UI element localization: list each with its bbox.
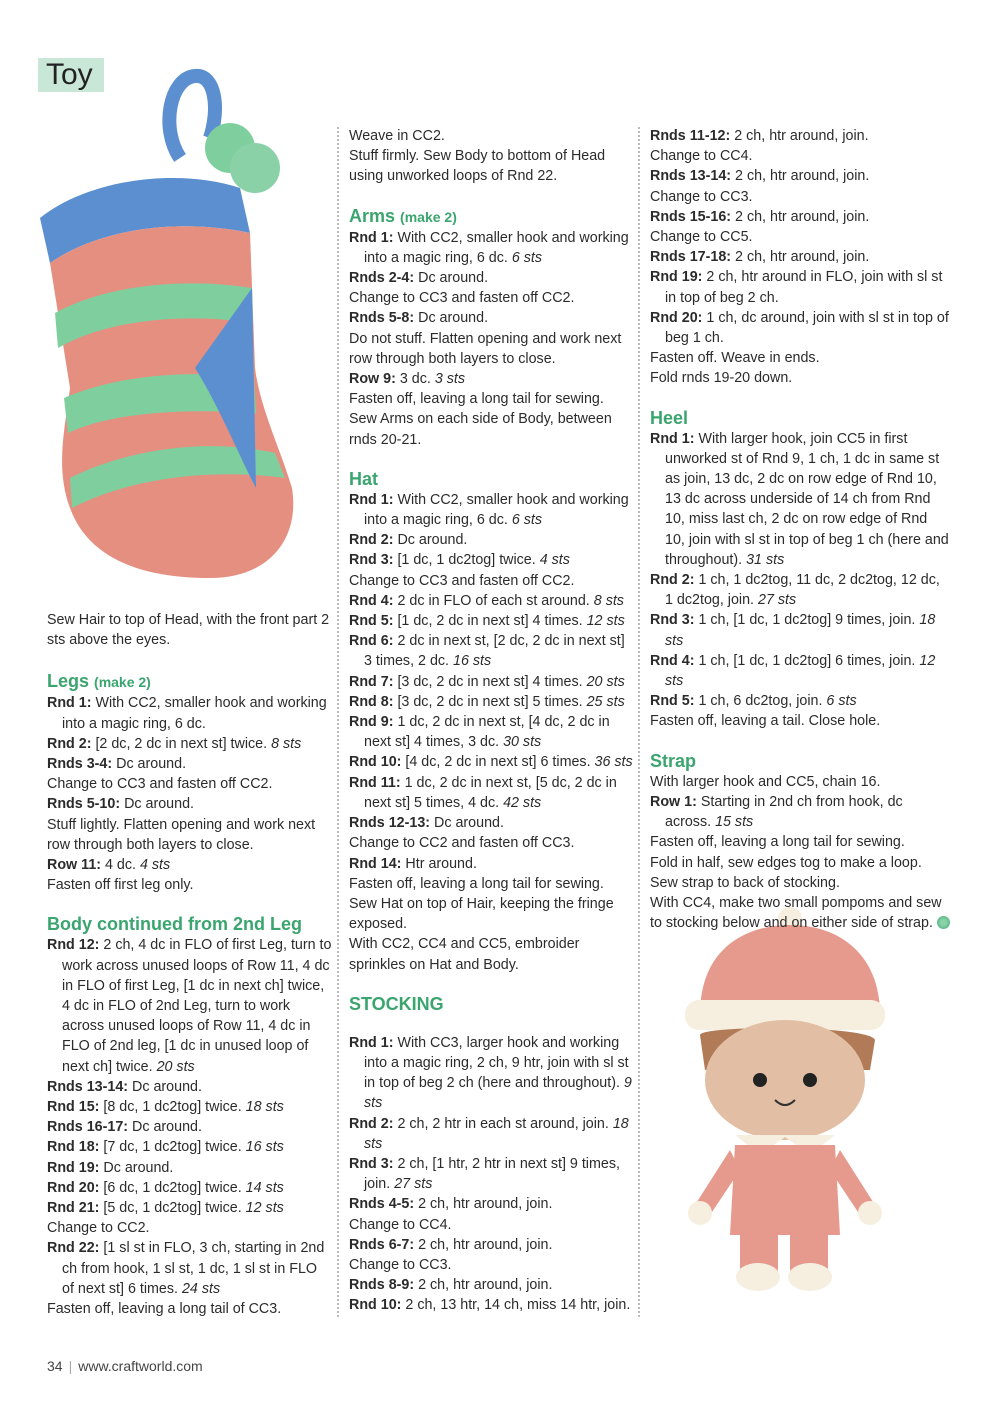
instruction-line (349, 409, 634, 449)
stitch-count: 3 sts (434, 371, 466, 388)
instruction-text: 1 ch, dc around, join with sl st in top of beg 1 ch. (665, 309, 949, 347)
instruction-line (47, 1238, 332, 1299)
stitch-count: 6 sts (826, 693, 857, 710)
instruction-label: Rnd 20: (47, 1179, 100, 1196)
arms-heading (349, 205, 634, 228)
column-1 (47, 610, 332, 1319)
instruction-text: Fasten off, leaving a long tail for sewing. (349, 391, 604, 408)
instruction-label: Rnds 2-4: (349, 270, 415, 287)
instruction-line (349, 1033, 634, 1114)
instruction-text: Fasten off first leg only. (47, 877, 194, 894)
instruction-line (650, 247, 950, 267)
instruction-line (47, 1299, 332, 1319)
stitch-count: 4 sts (139, 857, 171, 874)
instruction-line (349, 308, 634, 328)
hat-list (349, 490, 634, 975)
stitch-count: 27 sts (758, 592, 797, 609)
instruction-line (650, 187, 950, 207)
instruction-line (349, 1275, 634, 1295)
instruction-label: Row 1: (650, 793, 697, 810)
instruction-label: Rnd 22: (47, 1240, 100, 1257)
instruction-label: Rnd 12: (47, 937, 100, 954)
instruction-text: With CC3, larger hook and working into a magic ring, 2 ch, 9 htr, join with sl st in top of beg 2 ch (here and throughout). (364, 1034, 629, 1092)
stitch-count: 8 sts (593, 592, 624, 609)
instruction-text: Dc around. (414, 270, 489, 287)
instruction-line (47, 1178, 332, 1198)
stitch-count: 36 sts (594, 754, 633, 771)
instruction-line (650, 873, 950, 893)
instruction-line (650, 126, 950, 146)
instruction-label: Rnd 3: (349, 1155, 394, 1172)
instruction-label: Rnds 17-18: (650, 249, 732, 266)
instruction-text: Dc around. (393, 532, 468, 549)
heel-list (650, 429, 950, 732)
stitch-count: 27 sts (394, 1176, 433, 1193)
instruction-text: [6 dc, 1 dc2tog] twice. (99, 1179, 246, 1196)
instruction-text: 3 dc. (395, 371, 435, 388)
instruction-text: Do not stuff. Flatten opening and work next row through both layers to close. (349, 330, 622, 367)
instruction-label: Rnds 11-12: (650, 128, 731, 144)
column-divider-1 (337, 127, 339, 1317)
legs-list (47, 693, 332, 895)
instruction-text: With CC2, CC4 and CC5, embroider sprinkles on Hat and Body. (349, 936, 580, 973)
col3-intro-list (650, 126, 950, 389)
end-mark-icon (937, 916, 950, 929)
strap-heading: Strap (650, 750, 697, 771)
instruction-text: [1 sl st in FLO, 3 ch, starting in 2nd ch from hook, 1 sl st, 1 dc, 1 sl st in FLO of next st] 6 times. (62, 1240, 325, 1297)
instruction-text: Change to CC4. (349, 1216, 452, 1233)
stitch-count: 12 sts (245, 1200, 284, 1217)
instruction-text: 2 ch, 2 htr in each st around, join. (393, 1115, 613, 1132)
instruction-text: With CC2, smaller hook and working into a magic ring, 6 dc. (364, 229, 629, 266)
instruction-label: Rnd 5: (650, 693, 695, 710)
instruction-text: 1 ch, [1 dc, 1 dc2tog] 6 times, join. (694, 652, 920, 669)
instruction-label: Rnd 9: (349, 714, 394, 731)
instruction-line (650, 610, 950, 650)
instruction-text: Fasten off, leaving a long tail for sewing. (349, 875, 604, 892)
instruction-line (349, 146, 634, 186)
instruction-line (650, 368, 950, 388)
instruction-text: 1 dc, 2 dc in next st, [4 dc, 2 dc in next st] 4 times, 3 dc. (364, 714, 610, 751)
arms-sub: (make 2) (400, 208, 457, 225)
instruction-line (349, 571, 634, 591)
instruction-line (349, 773, 634, 813)
instruction-label: Rnds 3-4: (47, 756, 113, 773)
instruction-label: Rnds 5-8: (349, 310, 415, 327)
instruction-text: Dc around. (128, 1119, 202, 1136)
heel-heading: Heel (650, 407, 689, 428)
stitch-count: 12 sts (665, 652, 936, 690)
instruction-text: Change to CC3. (349, 1256, 452, 1273)
instruction-label: Rnd 1: (349, 229, 394, 246)
instruction-line (349, 268, 634, 288)
instruction-label: Rnd 3: (650, 612, 695, 629)
instruction-text: Change to CC3 and fasten off CC2. (349, 572, 575, 589)
instruction-text: Dc around. (128, 1078, 202, 1095)
instruction-line (650, 166, 950, 186)
instruction-text: 2 ch, htr around, join. (731, 249, 870, 266)
instruction-text: Change to CC3. (650, 188, 753, 205)
stitch-count: 24 sts (181, 1280, 221, 1297)
instruction-text: 1 ch, 6 dc2tog, join. (694, 693, 827, 710)
page-number: 34 (47, 1358, 63, 1374)
instruction-line (349, 833, 634, 853)
instruction-text: 1 ch, [1 dc, 1 dc2tog] 9 times, join. (694, 612, 920, 629)
instruction-text: Sew strap to back of stocking. (650, 874, 840, 891)
stitch-count: 8 sts (271, 735, 302, 752)
instruction-text: 2 ch, htr around, join. (414, 1196, 553, 1213)
instruction-text: [3 dc, 2 dc in next st] 5 times. (393, 693, 587, 710)
instruction-text: Fasten off, leaving a tail. Close hole. (650, 713, 881, 730)
instruction-label: Rnd 1: (650, 430, 695, 447)
instruction-text: With CC2, smaller hook and working into a magic ring, 6 dc. (364, 491, 629, 529)
instruction-line (47, 855, 332, 875)
instruction-label: Rnd 2: (349, 1115, 394, 1132)
instruction-line (349, 631, 634, 671)
instruction-label: Rnd 1: (47, 695, 92, 712)
instruction-label: Rnd 14: (349, 855, 402, 872)
instruction-text: Fasten off, leaving a long tail for sewing. (650, 834, 905, 851)
instruction-text: With larger hook, join CC5 in first unworked st of Rnd 9, 1 ch, 1 dc in same st as join, 13 dc, 2 dc on row edge of Rnd 10, 13 dc across underside of 14 ch from Rnd 10, miss last ch, 2 dc on row edge of Rnd 10, join with sl st in top of beg 1 ch (here and throughout). (665, 430, 949, 568)
instruction-text: [3 dc, 2 dc in next st] 4 times. (393, 673, 587, 690)
instruction-line (650, 691, 950, 711)
arms-title: Arms (349, 205, 396, 226)
instruction-text: Fold in half, sew edges tog to make a loop. (650, 854, 922, 871)
instruction-text: 2 ch, htr around, join. (731, 208, 870, 225)
instruction-text: 2 ch, htr around, join. (731, 168, 870, 185)
stitch-count: 6 sts (511, 512, 543, 529)
instruction-line (349, 1295, 634, 1315)
stitch-count: 30 sts (503, 734, 542, 751)
instruction-line (47, 1218, 332, 1238)
instruction-line (349, 228, 634, 268)
instruction-line (349, 369, 634, 389)
instruction-line (349, 1154, 634, 1194)
column-divider-2 (638, 127, 640, 1317)
instruction-line (47, 794, 332, 814)
instruction-line (47, 875, 332, 895)
instruction-label: Rnd 2: (47, 735, 92, 752)
instruction-text: Stuff lightly. Flatten opening and work next row through both layers to close. (47, 816, 316, 853)
instruction-line (349, 1235, 634, 1255)
col2-intro-list (349, 126, 634, 187)
stitch-count: 12 sts (586, 613, 625, 630)
stitch-count: 16 sts (245, 1139, 284, 1156)
instruction-label: Rnds 15-16: (650, 208, 732, 225)
instruction-text: Fasten off, leaving a long tail of CC3. (47, 1301, 282, 1318)
instruction-label: Rnd 6: (349, 633, 394, 650)
instruction-line (349, 874, 634, 894)
instruction-line (349, 1194, 634, 1214)
instruction-line (650, 308, 950, 348)
instruction-text: Change to CC4. (650, 148, 753, 165)
instruction-label: Rnd 2: (349, 532, 394, 549)
instruction-line (349, 1215, 634, 1235)
legs-sub: (make 2) (94, 674, 151, 691)
instruction-text: Htr around. (401, 855, 477, 872)
stitch-count: 4 sts (539, 552, 570, 569)
instruction-label: Rnds 8-9: (349, 1277, 415, 1294)
instruction-text: Fold rnds 19-20 down. (650, 370, 793, 387)
instruction-line (349, 591, 634, 611)
arms-list (349, 228, 634, 450)
instruction-line (349, 389, 634, 409)
instruction-label: Rnd 10: (349, 1297, 402, 1314)
strap-list (650, 772, 950, 934)
stitch-count: 18 sts (364, 1115, 629, 1152)
instruction-text: 1 dc, 2 dc in next st, [5 dc, 2 dc in next st] 5 times, 4 dc. (364, 774, 617, 811)
instruction-label: Rnd 10: (349, 754, 402, 771)
instruction-line (349, 126, 634, 146)
instruction-text: 2 ch, htr around, join. (414, 1236, 553, 1253)
instruction-text: 2 ch, [1 htr, 2 htr in next st] 9 times, join. (364, 1155, 620, 1193)
instruction-line (650, 570, 950, 610)
instruction-text: With CC4, make two small pompoms and sew to stocking below and on either side of strap. (650, 894, 942, 932)
instruction-text: 2 dc in FLO of each st around. (393, 592, 594, 609)
body-list (47, 935, 332, 1319)
instruction-label: Rnd 3: (349, 552, 394, 569)
instruction-label: Rnd 1: (349, 491, 394, 508)
instruction-label: Row 9: (349, 371, 396, 388)
instruction-line (47, 774, 332, 794)
instruction-text: Change to CC2 and fasten off CC3. (349, 835, 575, 852)
instruction-text: Starting in 2nd ch from hook, dc across. (665, 793, 903, 831)
instruction-text: With larger hook and CC5, chain 16. (650, 773, 881, 790)
instruction-text: [2 dc, 2 dc in next st] twice. (91, 735, 272, 752)
instruction-text: Change to CC5. (650, 229, 753, 246)
stitch-count: 18 sts (665, 612, 936, 649)
stitch-count: 6 sts (511, 249, 543, 266)
instruction-text: Fasten off. Weave in ends. (650, 350, 820, 367)
instruction-line (349, 692, 634, 712)
instruction-text: [5 dc, 1 dc2tog] twice. (99, 1200, 246, 1217)
instruction-text: 2 ch, 4 dc in FLO of first Leg, turn to work across unused loops of Row 11, 4 dc in FLO of first Leg, [1 dc in next ch] twice, 4 dc in FLO of 2nd Leg, turn to work across unused loops of Row 11, 4 dc in FLO of 2nd leg, [1 dc in unused loop of next ch] twice. (62, 937, 332, 1075)
instruction-label: Rnd 4: (650, 652, 695, 669)
instruction-line (650, 651, 950, 691)
legs-heading (47, 670, 332, 693)
instruction-label: Rnds 16-17: (47, 1119, 129, 1136)
instruction-label: Rnd 15: (47, 1099, 100, 1116)
instruction-line (349, 854, 634, 874)
instruction-text: [1 dc, 1 dc2tog] twice. (393, 552, 540, 569)
stitch-count: 25 sts (586, 693, 625, 710)
instruction-line (47, 734, 332, 754)
instruction-line (349, 1255, 634, 1275)
instruction-line (650, 227, 950, 247)
instruction-line (349, 329, 634, 369)
instruction-line (47, 1158, 332, 1178)
instruction-line (650, 267, 950, 307)
instruction-line (47, 1077, 332, 1097)
instruction-line (650, 146, 950, 166)
instruction-line (349, 611, 634, 631)
stitch-count: 20 sts (156, 1058, 195, 1075)
instruction-label: Rnds 6-7: (349, 1236, 415, 1253)
instruction-line (47, 693, 332, 733)
stitch-count: 15 sts (715, 814, 754, 831)
instruction-line (349, 288, 634, 308)
column-2 (349, 126, 634, 1316)
instruction-line (349, 712, 634, 752)
section-tag-label: Toy (46, 58, 93, 91)
instruction-label: Rnd 2: (650, 572, 695, 589)
stitch-count: 16 sts (453, 653, 492, 670)
instruction-text: 2 ch, htr around in FLO, join with sl st in top of beg 2 ch. (665, 269, 943, 306)
instruction-text: 2 ch, htr around, join. (414, 1277, 553, 1294)
instruction-line (47, 1117, 332, 1137)
stocking-heading: STOCKING (349, 993, 444, 1014)
instruction-line (650, 832, 950, 852)
instruction-text: Dc around. (414, 310, 489, 327)
instruction-text: [8 dc, 1 dc2tog] twice. (99, 1099, 246, 1116)
instruction-text: Sew Arms on each side of Body, between rnds 20-21. (349, 411, 612, 448)
instruction-text: Dc around. (112, 756, 187, 773)
instruction-label: Rnd 20: (650, 309, 703, 326)
instruction-line (650, 893, 950, 933)
instruction-line (349, 1114, 634, 1154)
instruction-text: Stuff firmly. Sew Body to bottom of Head using unworked loops of Rnd 22. (349, 148, 606, 185)
page-footer: 34 | www.craftworld.com (47, 1358, 203, 1374)
instruction-text: 2 dc in next st, [2 dc, 2 dc in next st] 3 times, 2 dc. (364, 633, 625, 670)
instruction-label: Rnd 4: (349, 592, 394, 609)
instruction-label: Row 11: (47, 857, 102, 874)
instruction-text: Change to CC2. (47, 1220, 150, 1237)
instruction-label: Rnd 11: (349, 774, 401, 791)
instruction-line (650, 348, 950, 368)
instruction-label: Rnd 1: (349, 1034, 394, 1051)
instruction-line (650, 711, 950, 731)
instruction-text: Dc around. (430, 815, 504, 832)
instruction-label: Rnd 19: (650, 269, 703, 286)
instruction-line (349, 894, 634, 934)
stitch-count: 9 sts (364, 1075, 632, 1112)
instruction-text: Dc around. (99, 1159, 174, 1176)
instruction-text: 2 ch, htr around, join. (730, 128, 869, 144)
instruction-text: Weave in CC2. (349, 128, 445, 144)
instruction-text: Change to CC3 and fasten off CC2. (349, 290, 575, 307)
stitch-count: 20 sts (586, 673, 625, 690)
instruction-line (650, 772, 950, 792)
instruction-text: [1 dc, 2 dc in next st] 4 times. (393, 613, 587, 630)
instruction-line (349, 672, 634, 692)
instruction-label: Rnd 18: (47, 1139, 100, 1156)
instruction-line (650, 207, 950, 227)
hat-heading: Hat (349, 468, 379, 489)
instruction-line (47, 1097, 332, 1117)
instruction-line (349, 752, 634, 772)
instruction-text: 4 dc. (101, 857, 140, 874)
instruction-line (47, 754, 332, 774)
stitch-count: 18 sts (245, 1099, 284, 1116)
instruction-label: Rnds 13-14: (650, 168, 732, 185)
body-heading: Body continued from 2nd Leg (47, 914, 302, 935)
stocking-illustration (30, 68, 330, 608)
instruction-label: Rnd 8: (349, 693, 394, 710)
instruction-text: 1 ch, 1 dc2tog, 11 dc, 2 dc2tog, 12 dc, 1 dc2tog, join. (665, 572, 940, 609)
instruction-line (349, 550, 634, 570)
instruction-line (349, 490, 634, 530)
instruction-text: With CC2, smaller hook and working into a magic ring, 6 dc. (62, 695, 327, 732)
instruction-label: Rnds 4-5: (349, 1196, 415, 1213)
instruction-line (650, 792, 950, 832)
instruction-label: Rnd 19: (47, 1159, 100, 1176)
instruction-label: Rnds 12-13: (349, 815, 431, 832)
stocking-list (349, 1033, 634, 1316)
legs-title: Legs (47, 671, 90, 692)
instruction-line (47, 1137, 332, 1157)
instruction-line (47, 935, 332, 1076)
instruction-line (349, 530, 634, 550)
instruction-label: Rnd 21: (47, 1200, 100, 1217)
instruction-line (47, 815, 332, 855)
instruction-text: [7 dc, 1 dc2tog] twice. (99, 1139, 246, 1156)
stitch-count: 42 sts (503, 794, 542, 811)
instruction-label: Rnds 13-14: (47, 1078, 129, 1095)
instruction-label: Rnd 7: (349, 673, 394, 690)
instruction-line (349, 813, 634, 833)
column-3 (650, 126, 950, 933)
stitch-count: 14 sts (245, 1179, 284, 1196)
instruction-text: [4 dc, 2 dc in next st] 6 times. (401, 754, 595, 771)
instruction-label: Rnds 5-10: (47, 796, 121, 813)
doll-illustration (670, 905, 900, 1295)
website-link[interactable]: www.craftworld.com (78, 1358, 203, 1374)
instruction-text: Dc around. (120, 796, 195, 813)
instruction-text: 2 ch, 13 htr, 14 ch, miss 14 htr, join. (401, 1297, 631, 1314)
stitch-count: 31 sts (746, 551, 785, 568)
instruction-label: Rnd 5: (349, 613, 394, 630)
instruction-text: Change to CC3 and fasten off CC2. (47, 776, 273, 793)
instruction-line (650, 429, 950, 570)
col1-intro: Sew Hair to top of Head, with the front part 2 sts above the eyes. (47, 612, 330, 649)
instruction-line (349, 934, 634, 974)
instruction-line (47, 1198, 332, 1218)
instruction-text: Sew Hat on top of Hair, keeping the fringe exposed. (349, 895, 614, 933)
instruction-line (650, 853, 950, 873)
